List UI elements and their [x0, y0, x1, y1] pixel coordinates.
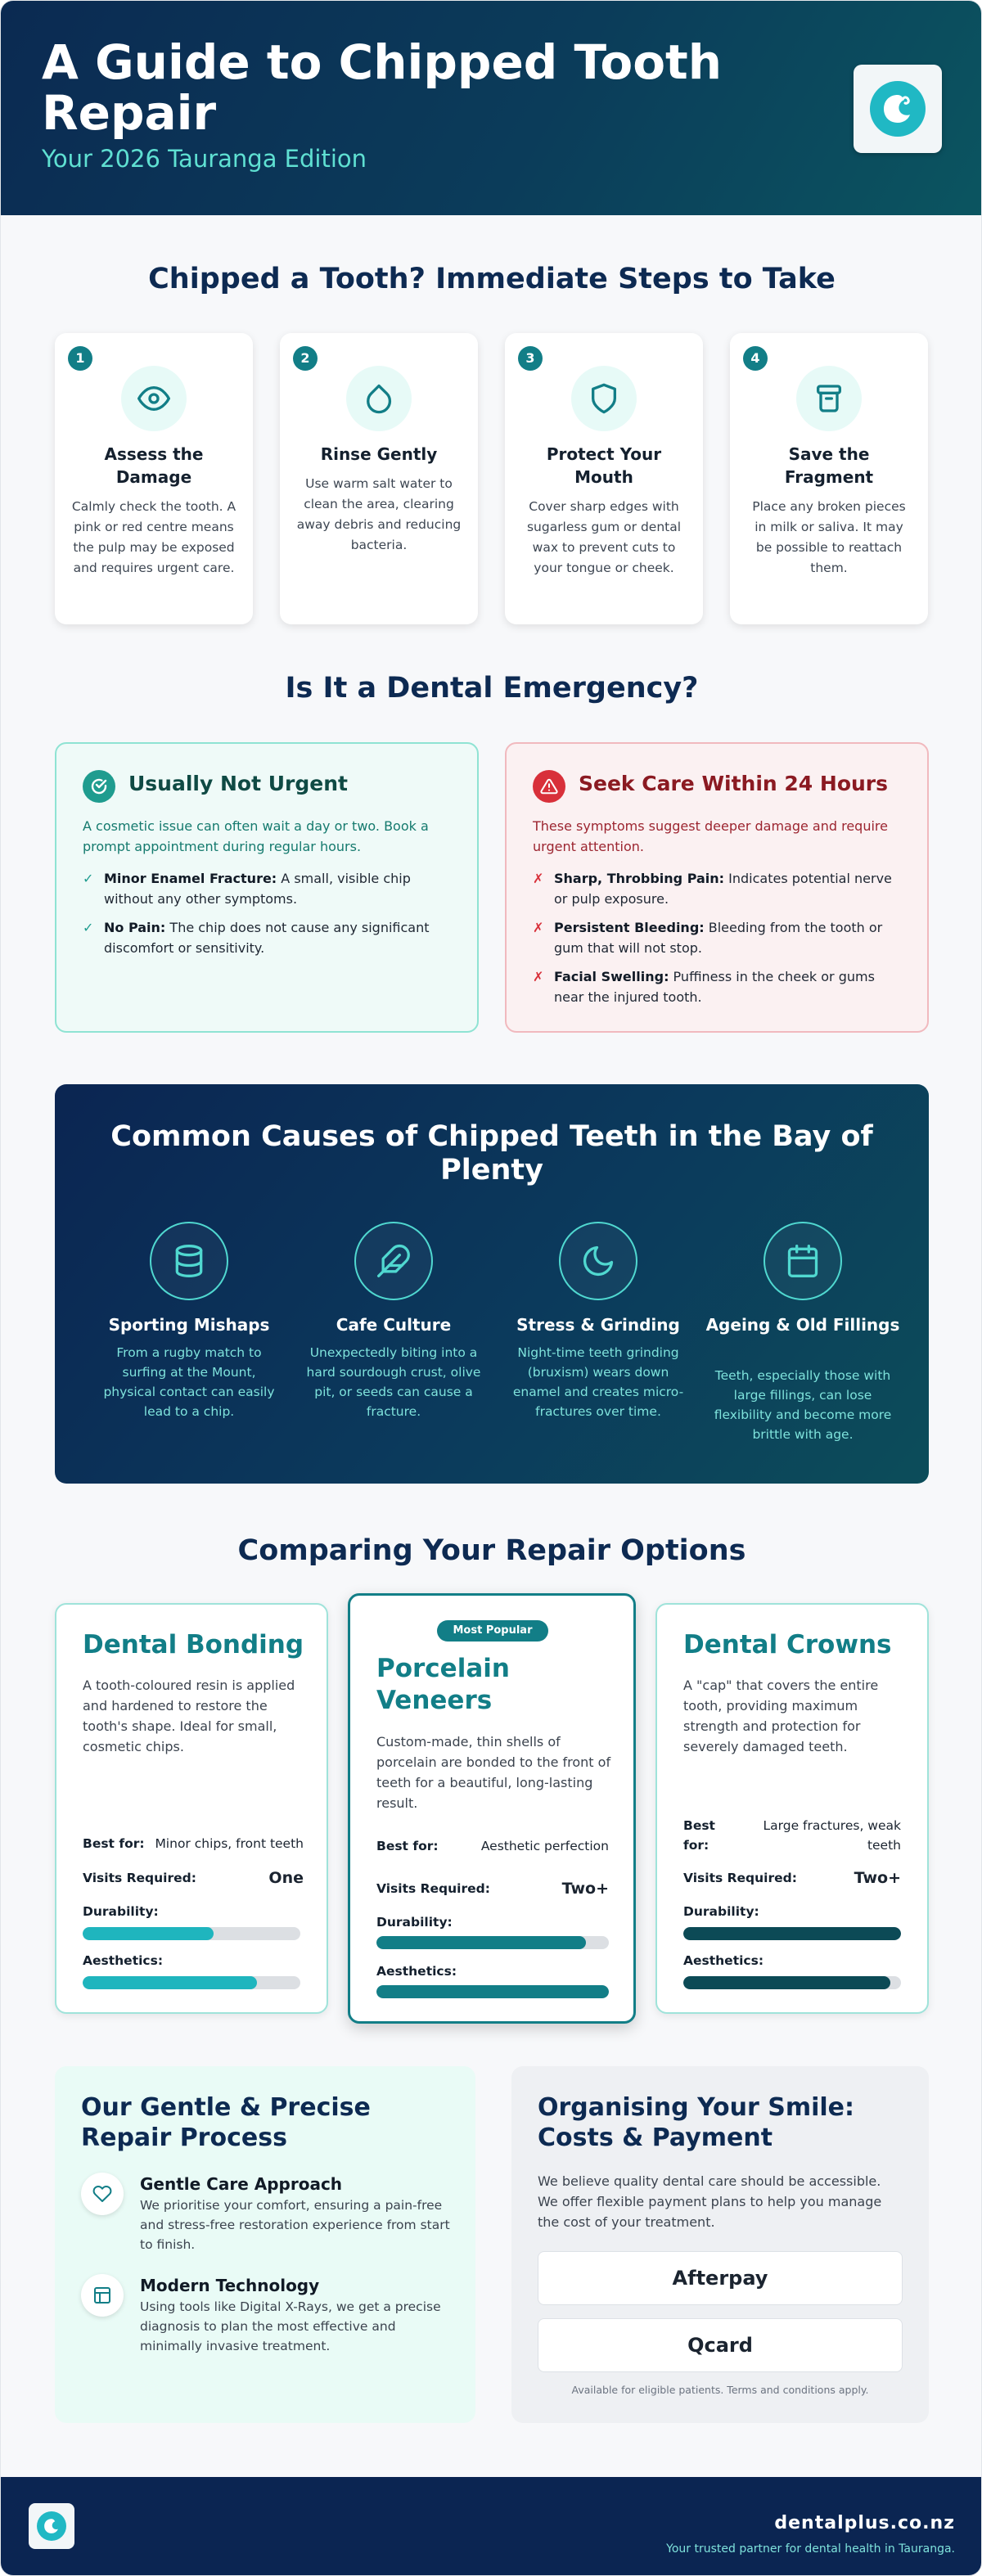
- aesthetics-label: Aesthetics:: [83, 1953, 164, 1968]
- aesthetics-label: Aesthetics:: [683, 1953, 764, 1968]
- steps-section-title: Chipped a Tooth? Immediate Steps to Take: [148, 263, 836, 295]
- visits-label: Visits Required:: [683, 1871, 797, 1885]
- costs-text: We believe quality dental care should be accessible. We offer flexible payment plans to help you manage the cost of your treatment.: [538, 2173, 882, 2230]
- feather-icon: [354, 1222, 433, 1300]
- causes-panel: [55, 1084, 929, 1484]
- cause-text: Teeth, especially those with large fillings, can lose flexibility and become more brittle with age.: [714, 1368, 892, 1442]
- item-label: Minor Enamel Fracture:: [104, 871, 277, 886]
- cause-text: From a rugby match to surfing at the Mount, physical contact can easily lead to a chip.: [103, 1345, 275, 1419]
- check-circle-icon: [83, 770, 115, 803]
- costs-title: Organising Your Smile: Costs & Payment: [538, 2093, 855, 2152]
- visits-value: One: [268, 1869, 304, 1887]
- step-text: Use warm salt water to clean the area, clearing away debris and reducing bacteria.: [296, 476, 462, 552]
- best-for-value: Large fractures, weak teeth: [763, 1818, 901, 1853]
- item-text: Bleeding from the tooth or gum that will not stop.: [554, 920, 883, 956]
- durability-label: Durability:: [376, 1915, 453, 1930]
- step-text: Cover sharp edges with sugarless gum or dental wax to prevent cuts to your tongue or cheek.: [526, 499, 682, 575]
- not-urgent-title: Usually Not Urgent: [128, 772, 348, 795]
- option-card-bonding: [55, 1603, 328, 2014]
- best-for-value: Aesthetic perfection: [480, 1839, 609, 1853]
- heart-icon: [81, 2173, 124, 2215]
- step-card-rinse: [280, 333, 478, 624]
- cross-mark-icon: ✗: [533, 969, 544, 984]
- aesthetics-bar-fill: [83, 1976, 257, 1989]
- list-item: [83, 868, 457, 909]
- step-title: Assess the Damage: [104, 444, 204, 487]
- option-card-veneers: [348, 1593, 636, 2024]
- list-item: [533, 966, 908, 1007]
- cross-mark-icon: ✗: [533, 920, 544, 935]
- visits-label: Visits Required:: [83, 1871, 196, 1885]
- most-popular-badge: Most Popular: [437, 1620, 548, 1642]
- layout-icon: [81, 2274, 124, 2317]
- best-for-label: Best for:: [376, 1839, 439, 1853]
- visits-label: Visits Required:: [376, 1881, 490, 1896]
- item-label: Facial Swelling:: [554, 969, 669, 984]
- item-text: The chip does not cause any significant discomfort or sensitivity.: [104, 920, 430, 956]
- item-label: Persistent Bleeding:: [554, 920, 705, 935]
- list-item: [533, 917, 908, 958]
- tooth-logo-icon: [37, 2511, 66, 2541]
- not-urgent-card: [55, 742, 479, 1033]
- best-for-row: [83, 1834, 304, 1853]
- droplet-icon: [346, 366, 412, 431]
- warning-icon: [533, 770, 565, 803]
- aesthetics-bar-fill: [376, 1985, 609, 1998]
- process-title: Our Gentle & Precise Repair Process: [81, 2093, 371, 2152]
- costs-note: Available for eligible patients. Terms and conditions apply.: [571, 2384, 869, 2396]
- eye-icon: [121, 366, 187, 431]
- cause-title: Sporting Mishaps: [108, 1315, 270, 1335]
- step-number: 3: [518, 346, 543, 371]
- emergency-section-title: Is It a Dental Emergency?: [285, 672, 699, 705]
- footer-logo[interactable]: [29, 2503, 74, 2549]
- process-panel: [55, 2066, 475, 2423]
- durability-bar-fill: [376, 1936, 586, 1949]
- item-text: A small, visible chip without any other symptoms.: [104, 871, 411, 907]
- moon-icon: [559, 1222, 637, 1300]
- aesthetics-bar-fill: [683, 1976, 890, 1989]
- process-item-text: Using tools like Digital X-Rays, we get a precise diagnosis to plan the most effective and minimally invasive treatment.: [140, 2299, 441, 2353]
- aesthetics-bar: [376, 1985, 609, 1998]
- process-item-title: Gentle Care Approach: [140, 2174, 343, 2194]
- best-for-label: Best for:: [683, 1818, 715, 1853]
- qcard-button[interactable]: Qcard: [538, 2318, 903, 2372]
- urgent-card: [505, 742, 929, 1033]
- footer-tagline: Your trusted partner for dental health in Tauranga.: [666, 2542, 955, 2556]
- step-text: Calmly check the tooth. A pink or red centre means the pulp may be exposed and requires urgent care.: [71, 499, 236, 575]
- option-title: Dental Bonding: [83, 1630, 304, 1660]
- step-text: Place any broken pieces in milk or saliva. It may be possible to reattach them.: [752, 499, 906, 575]
- visits-value: Two+: [854, 1869, 901, 1887]
- step-number: 1: [68, 346, 92, 371]
- process-item-title: Modern Technology: [140, 2276, 320, 2295]
- urgent-title: Seek Care Within 24 Hours: [579, 772, 889, 795]
- step-card-protect: [505, 333, 703, 624]
- afterpay-button[interactable]: Afterpay: [538, 2251, 903, 2305]
- durability-bar: [83, 1927, 300, 1940]
- best-for-value: Minor chips, front teeth: [155, 1836, 304, 1851]
- cause-text: Night-time teeth grinding (bruxism) wears down enamel and creates micro-fractures over time.: [512, 1345, 684, 1419]
- option-card-crowns: [655, 1603, 929, 2014]
- brand-logo[interactable]: [854, 65, 942, 153]
- causes-section-title: Common Causes of Chipped Teeth in the Bay of Plenty: [110, 1120, 873, 1187]
- item-text: Indicates potential nerve or pulp exposure.: [554, 871, 892, 907]
- visits-row: [83, 1868, 304, 1888]
- durability-bar: [376, 1936, 609, 1949]
- step-title: Protect Your Mouth: [546, 444, 662, 487]
- durability-bar-fill: [83, 1927, 214, 1940]
- step-card-assess: [55, 333, 253, 624]
- page-subtitle: Your 2026 Tauranga Edition: [42, 145, 367, 173]
- container-icon: [796, 366, 862, 431]
- option-description: A tooth-coloured resin is applied and hardened to restore the tooth's shape. Ideal for small, cosmetic chips.: [83, 1678, 295, 1754]
- durability-bar-fill: [683, 1927, 901, 1940]
- step-title: Rinse Gently: [320, 444, 438, 464]
- footer-site-link[interactable]: dentalplus.co.nz: [774, 2513, 955, 2533]
- step-card-save: [730, 333, 928, 624]
- page-title: A Guide to Chipped Tooth Repair: [42, 34, 723, 141]
- urgent-intro: These symptoms suggest deeper damage and require urgent attention.: [533, 818, 888, 854]
- durability-label: Durability:: [83, 1904, 159, 1919]
- options-section-title: Comparing Your Repair Options: [237, 1534, 746, 1567]
- cause-title: Ageing & Old Fillings: [705, 1315, 900, 1335]
- aesthetics-label: Aesthetics:: [376, 1964, 457, 1979]
- best-for-row: [376, 1836, 609, 1856]
- cause-title: Stress & Grinding: [516, 1315, 680, 1335]
- check-mark-icon: ✓: [83, 871, 94, 886]
- costs-panel: [511, 2066, 929, 2423]
- not-urgent-intro: A cosmetic issue can often wait a day or two. Book a prompt appointment during regular hours.: [83, 818, 429, 854]
- process-item-text: We prioritise your comfort, ensuring a pain-free and stress-free restoration experience from start to finish.: [140, 2198, 450, 2252]
- check-mark-icon: ✓: [83, 920, 94, 935]
- best-for-row: [683, 1816, 901, 1855]
- list-item: [533, 868, 908, 909]
- durability-bar: [683, 1927, 901, 1940]
- item-label: Sharp, Throbbing Pain:: [554, 871, 725, 886]
- step-number: 4: [743, 346, 768, 371]
- step-title: Save the Fragment: [784, 444, 874, 487]
- option-description: A "cap" that covers the entire tooth, providing maximum strength and protection for severely damaged teeth.: [683, 1678, 879, 1754]
- visits-row: [376, 1879, 609, 1898]
- cause-title: Cafe Culture: [336, 1315, 452, 1335]
- cross-mark-icon: ✗: [533, 871, 544, 886]
- calendar-icon: [764, 1222, 842, 1300]
- item-text: Puffiness in the cheek or gums near the injured tooth.: [554, 969, 875, 1005]
- visits-value: Two+: [561, 1880, 609, 1898]
- footer: [1, 2477, 982, 2576]
- tooth-logo-icon: [870, 81, 926, 137]
- shield-icon: [571, 366, 637, 431]
- visits-row: [683, 1868, 901, 1888]
- hero-header: [1, 1, 982, 215]
- option-description: Custom-made, thin shells of porcelain are bonded to the front of teeth for a beautiful, long-lasting result.: [376, 1734, 611, 1811]
- option-title: Porcelain Veneers: [376, 1654, 510, 1715]
- aesthetics-bar: [683, 1976, 901, 1989]
- item-label: No Pain:: [104, 920, 166, 935]
- cause-text: Unexpectedly biting into a hard sourdough crust, olive pit, or seeds can cause a fracture.: [306, 1345, 481, 1419]
- durability-label: Durability:: [683, 1904, 759, 1919]
- aesthetics-bar: [83, 1976, 300, 1989]
- option-title: Dental Crowns: [683, 1630, 892, 1660]
- list-item: [83, 917, 457, 958]
- database-icon: [150, 1222, 228, 1300]
- best-for-label: Best for:: [83, 1836, 145, 1851]
- step-number: 2: [293, 346, 318, 371]
